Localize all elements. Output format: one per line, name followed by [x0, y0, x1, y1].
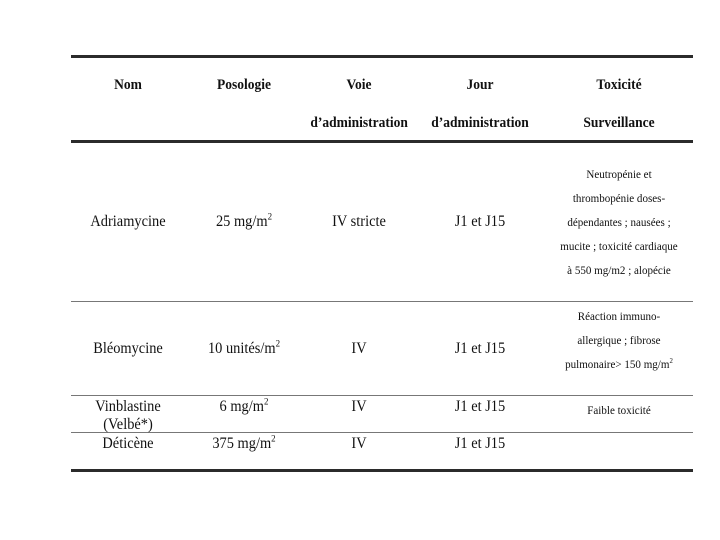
cell-jour: J1 et J15	[454, 398, 506, 415]
cell-voie: IV	[351, 435, 367, 452]
cell-voie: IV stricte	[332, 213, 386, 230]
table-row	[71, 143, 693, 301]
cell-nom: Bléomycine	[93, 339, 163, 357]
cell-nom: Vinblastine (Velbé*)	[95, 398, 161, 433]
bottom-rule	[71, 469, 693, 472]
protocol-table	[71, 55, 693, 472]
header-nom: Nom	[114, 77, 142, 93]
cell-voie: IV	[351, 339, 367, 357]
cell-posologie: 6 $mg/m^2$	[219, 396, 269, 415]
cell-jour: J1 et J15	[454, 435, 506, 452]
table-row	[71, 302, 693, 395]
header-posologie: Posologie	[217, 77, 271, 93]
cell-posologie: 10 unités/$m^2$	[207, 338, 281, 357]
cell-posologie: 375 $mg/m^2$	[212, 433, 276, 452]
header-toxicite: Toxicité Surveillance	[583, 77, 655, 131]
cell-voie: IV	[351, 398, 367, 415]
cell-toxicite: Faible toxicité	[587, 403, 651, 417]
header-jour: Jour d’administration	[431, 77, 529, 131]
cell-nom: Déticène	[102, 435, 154, 452]
cell-jour: J1 et J15	[454, 213, 506, 230]
cell-jour: J1 et J15	[454, 339, 506, 357]
header-row	[71, 58, 693, 140]
cell-posologie: 25 $mg/m^2$	[215, 211, 273, 230]
cell-nom: Adriamycine	[90, 213, 166, 230]
cell-toxicite: Neutropénie et thrombopénie doses- dépendantes ; nausées ; mucite ; toxicité cardiaque à 550 mg/m2 ; alopécie	[560, 167, 678, 277]
table-row	[71, 396, 693, 432]
table-row	[71, 433, 693, 469]
cell-toxicite: Réaction immuno- allergique ; fibrose pulmonaire> 150 $mg/m^2$	[565, 309, 673, 371]
header-voie: Voie d’administration	[310, 77, 408, 131]
